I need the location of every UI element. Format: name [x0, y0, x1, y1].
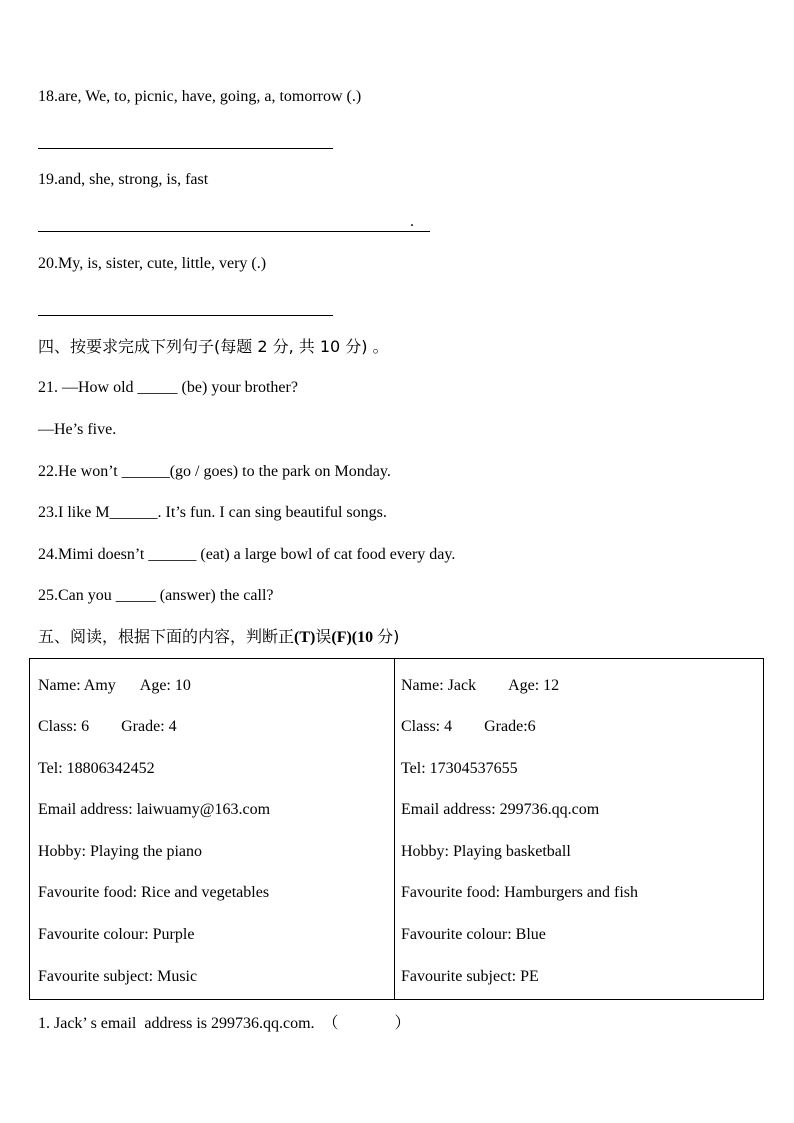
answer-line-20 — [38, 315, 333, 316]
hobby-field: Hobby: Playing basketball — [401, 843, 571, 860]
food-field: Favourite food: Rice and vegetables — [38, 884, 270, 901]
heading-end: 分) — [377, 627, 400, 646]
class-field: Class: 6 — [38, 718, 90, 735]
question-19: 19.and, she, strong, is, fast — [38, 171, 209, 188]
subject-field: Favourite subject: Music — [38, 968, 198, 985]
heading-t: (T) — [294, 629, 316, 646]
name-field: Name: Amy — [38, 677, 116, 694]
food-field: Favourite food: Hamburgers and fish — [401, 884, 638, 901]
question-21: 21. —How old _____ (be) your brother? — [38, 379, 298, 396]
section-4-heading: 四、按要求完成下列句子(每题 2 分, 共 10 分) 。 — [38, 337, 389, 356]
question-25: 25.Can you _____ (answer) the call? — [38, 587, 274, 604]
colour-field: Favourite colour: Purple — [38, 926, 195, 943]
section-5-heading — [38, 627, 399, 648]
subject-field: Favourite subject: PE — [401, 968, 539, 985]
answer-line-18 — [38, 148, 333, 149]
class-grade-row — [38, 717, 177, 737]
age-field: Age: 12 — [508, 677, 560, 694]
hobby-field: Hobby: Playing the piano — [38, 843, 202, 860]
question-23: 23.I like M______. It’s fun. I can sing beautiful songs. — [38, 504, 387, 521]
name-age-row — [38, 676, 191, 696]
tel-field: Tel: 17304537655 — [401, 760, 518, 777]
answer-line-19 — [38, 231, 430, 232]
question-21-answer: —He’s five. — [38, 421, 117, 438]
tel-field: Tel: 18806342452 — [38, 760, 155, 777]
grade-field: Grade: 4 — [121, 718, 177, 735]
profile-table — [29, 658, 764, 1000]
question-24: 24.Mimi doesn’t ______ (eat) a large bowl of cat food every day. — [38, 546, 456, 563]
question-20: 20.My, is, sister, cute, little, very (.) — [38, 255, 267, 272]
name-age-row — [401, 676, 559, 696]
question-18: 18.are, We, to, picnic, have, going, a, tomorrow (.) — [38, 88, 362, 105]
question-22: 22.He won’t ______(go / goes) to the park on Monday. — [38, 463, 391, 480]
grade-field: Grade:6 — [484, 718, 536, 735]
heading-mid: 误 — [315, 627, 332, 646]
heading-f: (F)(10 — [331, 629, 378, 646]
email-field: Email address: 299736.qq.com — [401, 801, 600, 818]
class-field: Class: 4 — [401, 718, 453, 735]
reading-question-1: 1. Jack’ s email address is 299736.qq.com. （ ） — [38, 1015, 411, 1032]
email-field: Email address: laiwuamy@163.com — [38, 801, 271, 818]
heading-cn: 五、阅读，根据下面的内容，判断正 — [38, 627, 295, 646]
age-field: Age: 10 — [139, 677, 191, 694]
table-divider — [394, 659, 395, 999]
class-grade-row — [401, 717, 536, 737]
name-field: Name: Jack — [401, 677, 477, 694]
colour-field: Favourite colour: Blue — [401, 926, 546, 943]
period-mark: . — [410, 213, 414, 230]
